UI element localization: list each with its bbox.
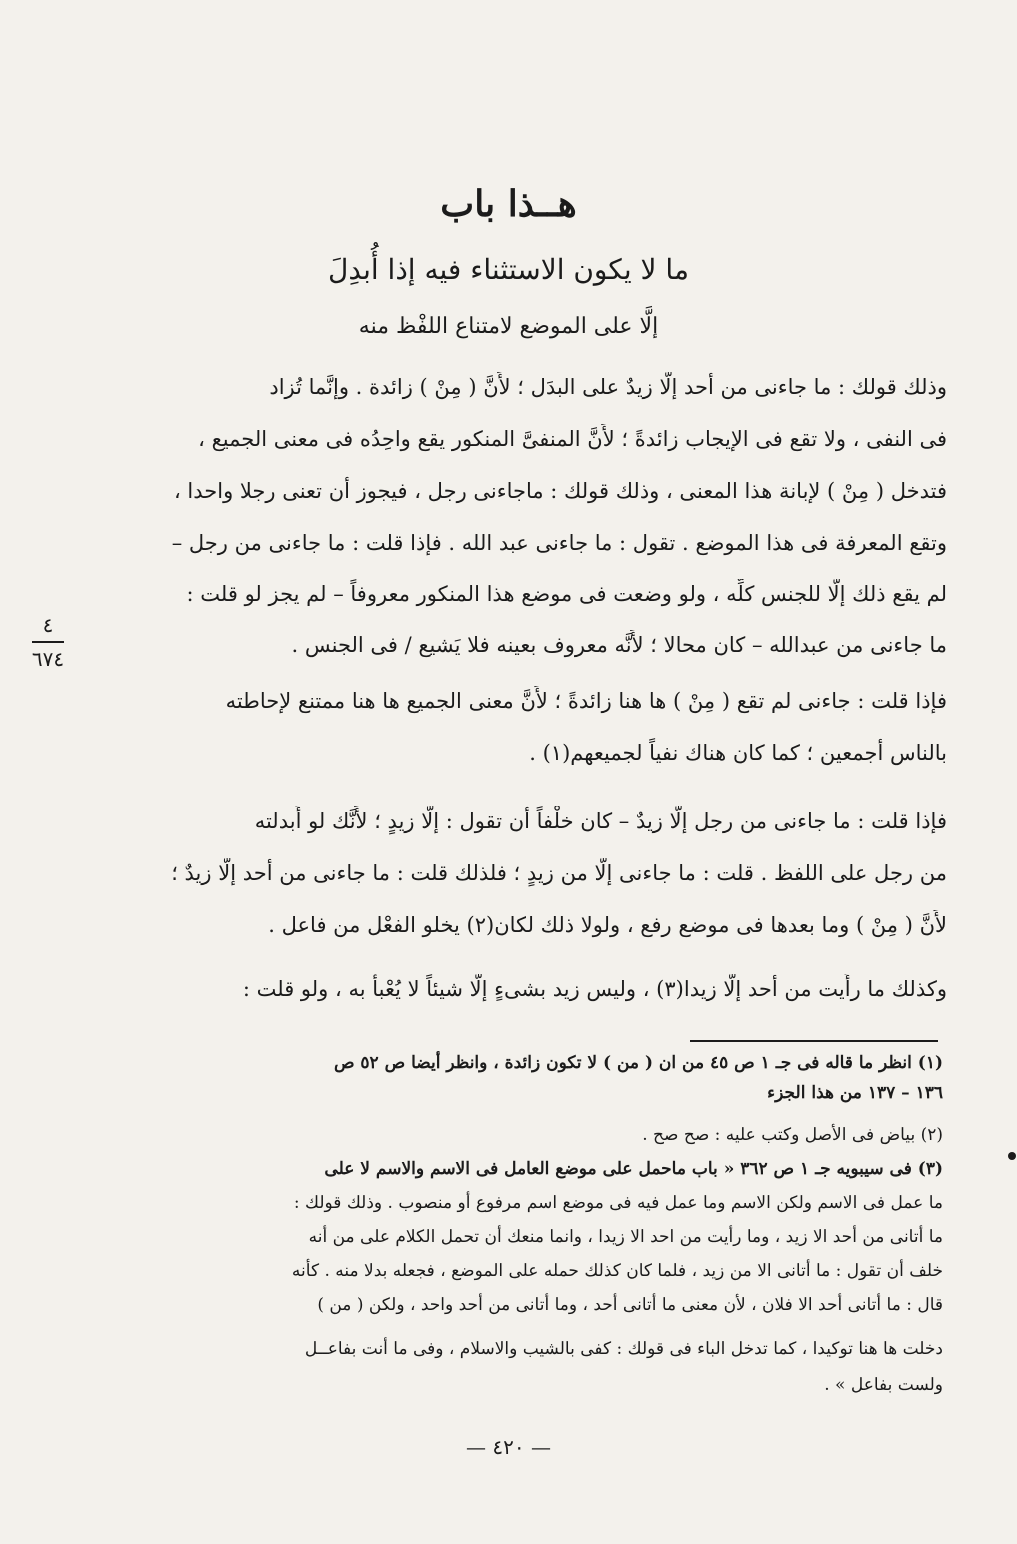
footnote-line: دخلت ها هنا توكيدا ، كما تدخل الباء فى قولك : كفى بالشيب والاسلام ، وفى ما أنت بفاعــل — [304, 1339, 943, 1359]
body-line: فإذا قلت : جاءنى لم تقع ( مِنْ ) ها هنا زائدةً ؛ لأَنَّ معنى الجميع ها هنا ممتنع لإحاطته — [225, 689, 947, 713]
chapter-subtitle: ما لا يكون الاستثناء فيه إذا أُبدِلَ — [328, 253, 689, 286]
margin-reference-top: ٤ — [42, 613, 54, 637]
body-line: بالناس أجمعين ؛ كما كان هناك نفياً لجميعهم(١) . — [529, 741, 947, 765]
footnote-line: ما أتانى من أحد الا زيد ، وما رأيت من احد الا زيدا ، وانما منعك أن تحمل الكلام على من أنه — [308, 1227, 943, 1247]
body-line: وكذلك ما رأَيت من أحد إلَّا زيدا(٣) ، وليس زيد بشىءٍ إلَّا شيئاً لا يُعْبأُ به ، ولو قلت : — [242, 977, 947, 1001]
page-number: — ٤٢٠ — — [466, 1435, 551, 1459]
body-line: فإذا قلت : ما جاءنى من رجل إلَّا زيدٌ – كان خلْفاً أن تقول : إلَّا زيدٍ ؛ لأَنَّك لو أَبدلته — [254, 809, 947, 833]
body-line: لم يقع ذلك إلَّا للجنس كلِّه ، ولو وضعت فى موضع هذا المنكور معروفاً – لم يجز لو قلت : — [186, 582, 947, 606]
footnote-line: ١٣٦ – ١٣٧ من هذا الجزء — [767, 1083, 943, 1103]
margin-reference-bottom: ٦٧٤ — [31, 647, 65, 671]
body-line: ما جاءنى من عبدالله – كان محالا ؛ لأَنَّه معروف بعينه فلا يَشيع / فى الجنس . — [291, 633, 947, 657]
margin-page-reference — [28, 612, 68, 672]
margin-reference-divider — [32, 641, 64, 643]
footnote-separator — [690, 1040, 938, 1042]
footnote-line: (٢) بياض فى الأصل وكتب عليه : صح صح . — [642, 1125, 943, 1145]
body-line: فى النفى ، ولا تقع فى الإيجاب زائدةً ؛ لأَنَّ المنفىَّ المنكور يقع واحِدُه فى معنى الجميع ، — [198, 427, 947, 451]
body-line: فتدخل ( مِنْ ) لإبانة هذا المعنى ، وذلك قولك : ماجاءنى رجل ، فيجوز أن تعنى رجلا واحدا ، — [173, 479, 947, 503]
scan-speck — [1008, 1152, 1016, 1160]
body-line: لأَنَّ ( مِنْ ) وما بعدها فى موضع رفع ، ولولا ذلك لكان(٢) يخلو الفعْل من فاعل . — [268, 913, 947, 937]
footnote-line: ما عمل فى الاسم ولكن الاسم وما عمل فيه فى موضع اسم مرفوع أو منصوب . وذلك قولك : — [293, 1193, 943, 1213]
body-line: وذلك قولك : ما جاءنى من أحد إلَّا زيدٌ على البدَل ؛ لأَنَّ ( مِنْ ) زائدة . وإنَّما تُزاد — [269, 375, 947, 399]
body-line: من رجل على اللفظ . قلت : ما جاءنى إلَّا من زيدٍ ؛ فلذلك قلت : ما جاءنى من أحد إلَّا زيدٌ ؛ — [171, 861, 947, 885]
footnote-line: (٣) فى سيبويه جـ ١ ص ٣٦٢ « باب ماحمل على موضع العامل فى الاسم والاسم لا على — [324, 1159, 943, 1179]
footnote-line: (١) انظر ما قاله فى جـ ١ ص ٤٥ من ان ( من ) لا تكون زائدة ، وانظر أيضا ص ٥٢ ص — [333, 1053, 943, 1073]
chapter-title: هــذا باب — [440, 183, 577, 225]
body-line: وتقع المعرفة فى هذا الموضع . تقول : ما جاءنى عبد الله . فإذا قلت : ما جاءنى من رجل – — [171, 531, 947, 555]
footnote-line: ولست بفاعل » . — [824, 1375, 943, 1395]
chapter-subtitle-continued: إلَّا على الموضع لامتناع اللفْظ منه — [358, 314, 659, 339]
footnote-line: خلف أن تقول : ما أتانى الا من زيد ، فلما كان كذلك حمله على الموضع ، فجعله بدلا منه . كأنه — [291, 1261, 943, 1281]
footnote-line: قال : ما أتانى أحد الا فلان ، لأن معنى ما أتانى أحد ، وما أتانى من أحد واحد ، ولكن ( من ) — [317, 1295, 943, 1315]
